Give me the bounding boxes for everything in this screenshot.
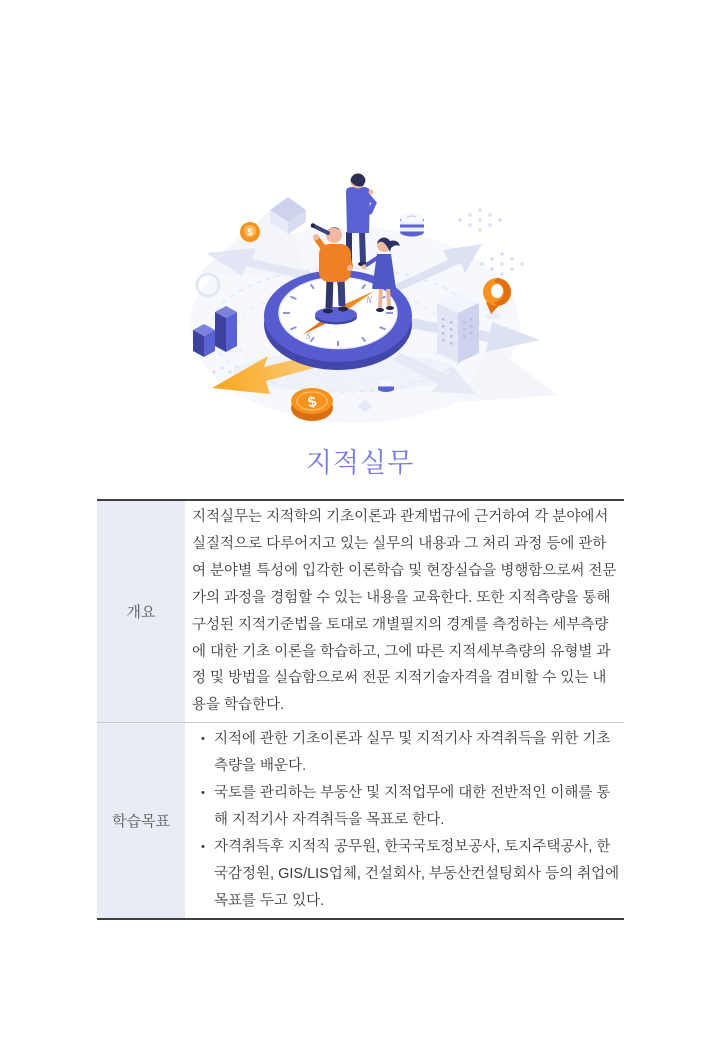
row-label-overview: 개요	[97, 501, 185, 722]
coin-small	[240, 222, 260, 242]
hero-illustration	[160, 140, 560, 440]
overview-text: 지적실무는 지적학의 기초이론과 관계법규에 근거하여 각 분야에서 실질적으로 다루어지고 있는 실무의 내용과 그 처리 과정 등에 관하여 분야별 특성에 입각한 이론학습 및 현장실습을 병행함으로써 전문가의 과정을 경험할 수 있는 내용을 교육한다. 또한 지적측량을 통해 구성된 지적기준법을 토대로 개별필지의 경계를 측정하는 세부측량에 대한 기초 이론을 학습하고, 그에 따른 지적세부측량의 유형별 과정 및 방법을 실습함으로써 전문 지적기술자격을 겸비할 수 있는 내용을 학습한다.	[192, 509, 617, 714]
table-row-overview	[97, 501, 624, 722]
svg-text:N: N	[366, 295, 373, 305]
building	[437, 293, 479, 363]
table-row-goals	[97, 722, 624, 917]
svg-text:$: $	[306, 393, 319, 412]
mini-cylinder	[378, 380, 394, 392]
goal-item: • 자격취득후 지적직 공무원, 한국국토정보공사, 토지주택공사, 한국감정원, GIS/LIS업체, 건설회사, 부동산컨설팅회사 등의 취업에 목표를 두고 있다.	[201, 834, 620, 915]
coin-large	[291, 388, 333, 421]
database-cylinder	[400, 214, 424, 237]
svg-text:S: S	[306, 331, 311, 341]
goal-item: • 국토를 관리하는 부동산 및 지적업무에 대한 전반적인 이해를 통해 지적기사 자격취득을 목표로 한다.	[201, 780, 620, 834]
goal-list	[192, 726, 620, 914]
goal-item: • 지적에 관한 기초이론과 실무 및 지적기사 자격취득을 위한 기초측량을 배운다.	[201, 726, 620, 780]
page-title: 지적실무	[305, 448, 415, 478]
goals-content	[185, 723, 624, 917]
course-info-table	[97, 499, 624, 920]
svg-text:$: $	[247, 227, 253, 237]
row-label-goals: 학습목표	[97, 723, 185, 917]
